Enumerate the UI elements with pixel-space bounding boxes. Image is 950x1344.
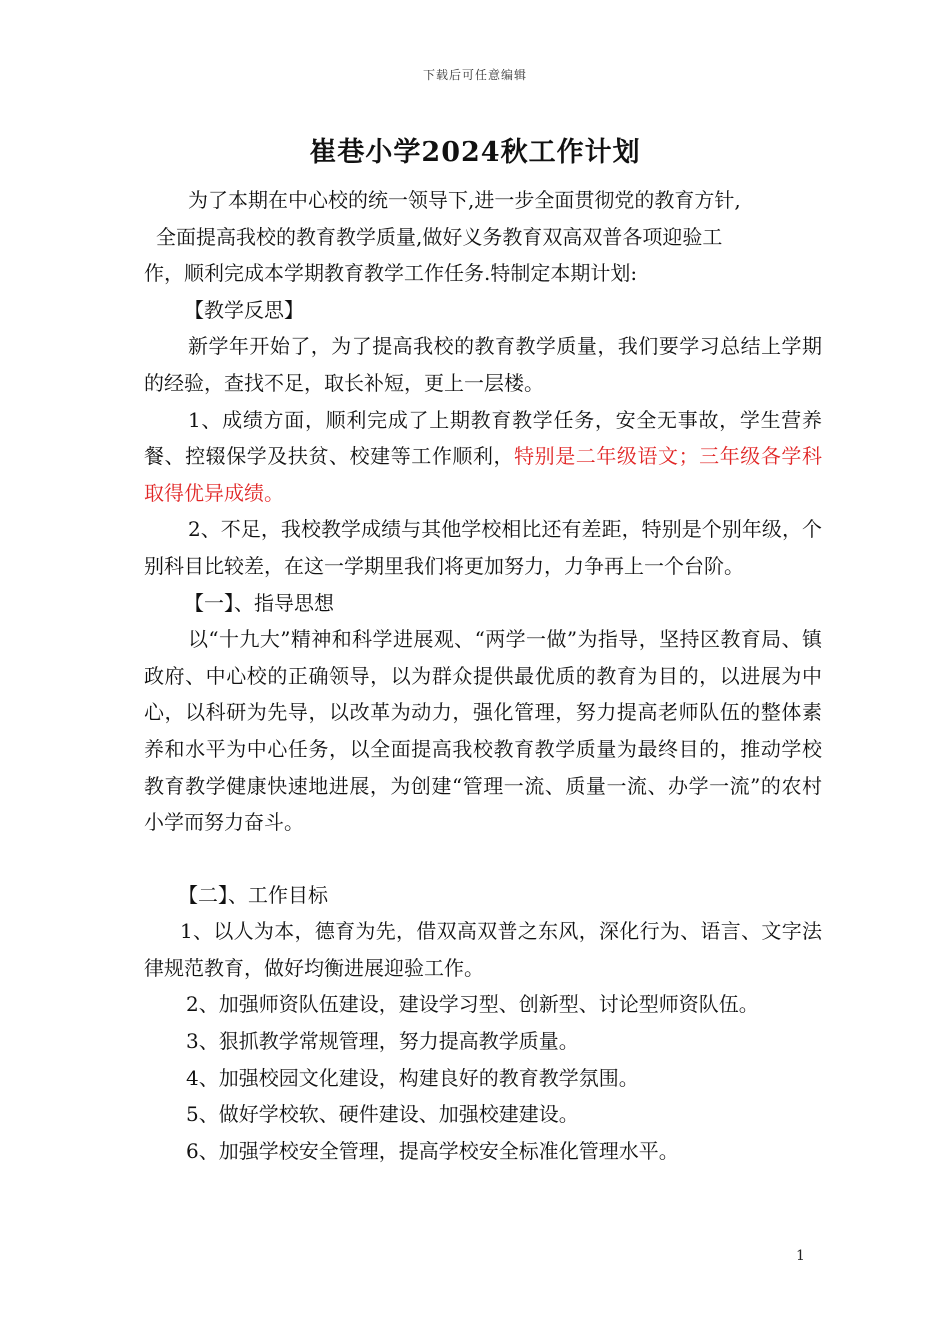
goal-item: 3、狠抓教学常规管理，努力提高教学质量。 xyxy=(186,1029,579,1054)
goal-item: 2、加强师资队伍建设，建设学习型、创新型、讨论型师资队伍。 xyxy=(186,992,759,1017)
document-title: 崔巷小学2024秋工作计划 xyxy=(309,137,641,168)
intro-line-2: 全面提高我校的教育教学质量,做好义务教育双高双普各项迎验工 xyxy=(156,224,723,249)
paragraph-gap xyxy=(144,841,822,877)
page-header: 下载后可任意编辑 xyxy=(422,68,527,82)
reflection-paragraph: 新学年开始了，为了提高我校的教育教学质量，我们要学习总结上学期的经验，查找不足，取长补短，更上一层楼。 xyxy=(144,334,822,395)
goal-item: 6、加强学校安全管理，提高学校安全标准化管理水平。 xyxy=(186,1138,679,1163)
goal-item: 5、做好学校软、硬件建设、加强校建建设。 xyxy=(186,1102,579,1127)
section-2-heading: 【二】、工作目标 xyxy=(178,882,328,907)
goal-item: 1、以人为本，德育为先，借双高双普之东风，深化行为、语言、文字法律规范教育，做好均衡进展迎验工作。 xyxy=(144,919,822,980)
reflection-item-1-text: 1、成绩方面，顺利完成了上期教育教学任务，安全无事故，学生营养餐、控辍保学及扶贫、校建等工作顺利， xyxy=(144,407,822,469)
section-1-text: 以“十九大”精神和科学进展观、“两学一做”为指导，坚持区教育局、镇政府、中心校的正确领导，以为群众提供最优质的教育为目的，以进展为中心，以科研为先导，以改革为动力，强化管理，努力提高老师队伍的整体素养和水平为中心任务，以全面提高我校教育教学质量为最终目的，推动学校教育教学健康快速地进展，为创建“管理一流、质量一流、办学一流”的农村小学而努力奋斗。 xyxy=(144,627,822,835)
goal-item: 4、加强校园文化建设，构建良好的教育教学氛围。 xyxy=(186,1065,639,1090)
intro-line-1: 为了本期在中心校的统一领导下,进一步全面贯彻党的教育方针, xyxy=(188,188,741,212)
reflection-heading: 【教学反思】 xyxy=(184,297,304,322)
intro-line-3: 作，顺利完成本学期教育教学工作任务.特制定本期计划: xyxy=(144,261,638,286)
reflection-item-1 xyxy=(144,402,822,512)
reflection-item-2: 2、不足，我校教学成绩与其他学校相比还有差距，特别是个别年级，个别科目比较差，在这一学期里我们将更加努力，力争再上一个台阶。 xyxy=(144,517,822,578)
document-body xyxy=(144,182,822,1169)
page-number: 1 xyxy=(796,1248,805,1264)
section-1-heading: 【一】、指导思想 xyxy=(184,590,334,615)
reflection-item-1-highlight: 特别是二年级语文；三年级各学科取得优异成绩。 xyxy=(144,444,822,505)
